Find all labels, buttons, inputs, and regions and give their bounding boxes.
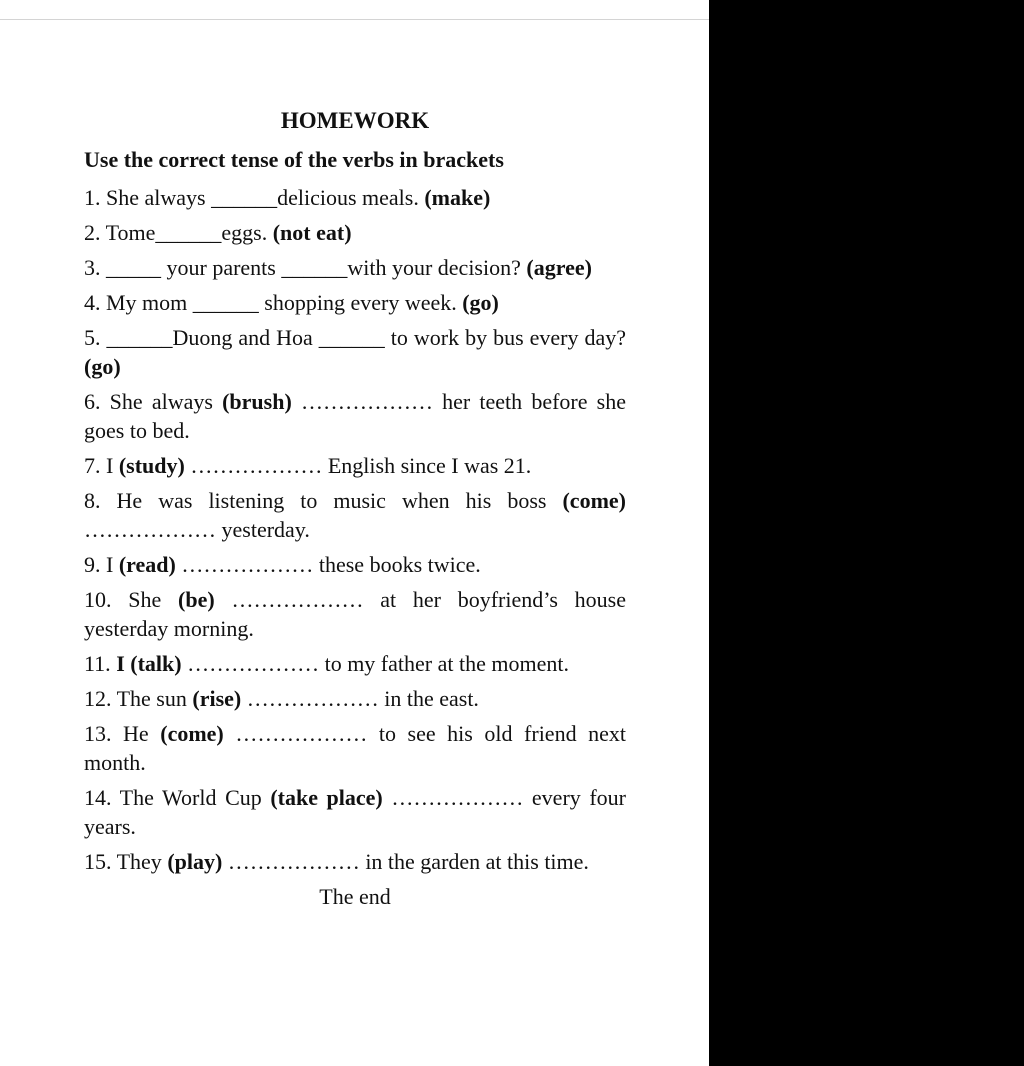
question-text: 10. She	[84, 587, 179, 612]
question-item	[84, 684, 626, 713]
question-text: ……………… every four years.	[84, 785, 626, 839]
question-item	[84, 550, 626, 579]
verb-hint: (come)	[562, 488, 626, 513]
verb-hint: (read)	[118, 552, 176, 577]
question-item	[84, 218, 626, 247]
question-text: 12. The sun	[84, 686, 193, 711]
question-item	[84, 585, 626, 643]
question-text: ……………… at her boyfriend’s house yesterday morning.	[84, 587, 627, 641]
question-item	[84, 486, 626, 544]
question-text: 4. My mom ______ shopping every week.	[84, 290, 463, 315]
verb-hint: (brush)	[222, 389, 292, 414]
verb-hint: (go)	[84, 354, 121, 379]
question-text: ……………… to my father at the moment.	[181, 651, 569, 676]
homework-content	[84, 108, 626, 911]
question-item	[84, 387, 626, 445]
question-text: 8. He was listening to music when his boss	[84, 488, 563, 513]
verb-hint: (go)	[462, 290, 499, 315]
question-item	[84, 719, 626, 777]
question-text: 15. They	[84, 849, 168, 874]
verb-hint: (come)	[160, 721, 224, 746]
verb-hint: (study)	[118, 453, 185, 478]
instruction: Use the correct tense of the verbs in brackets	[84, 147, 504, 172]
verb-hint: (take place)	[270, 785, 383, 810]
question-text: 14. The World Cup	[84, 785, 271, 810]
question-text: 11.	[84, 651, 117, 676]
question-text: 6. She always	[84, 389, 223, 414]
question-text: 1. She always ______delicious meals.	[84, 185, 425, 210]
question-text: ……………… English since I was 21.	[184, 453, 532, 478]
question-text: ……………… in the garden at this time.	[222, 849, 589, 874]
question-text: ……………… these books twice.	[175, 552, 481, 577]
question-item	[84, 451, 626, 480]
ending-text: The end	[319, 884, 391, 909]
question-item	[84, 253, 626, 282]
verb-hint: (make)	[424, 185, 491, 210]
question-text: 13. He	[84, 721, 161, 746]
verb-hint: (play)	[167, 849, 223, 874]
verb-hint: (be)	[178, 587, 215, 612]
page-top-divider	[0, 19, 709, 20]
question-text: ……………… in the east.	[241, 686, 479, 711]
verb-hint: (rise)	[192, 686, 242, 711]
question-list	[84, 183, 626, 876]
question-text: 7. I	[84, 453, 119, 478]
question-item	[84, 649, 626, 678]
question-item	[84, 183, 626, 212]
verb-hint: (not eat)	[272, 220, 352, 245]
question-item	[84, 288, 626, 317]
question-text: ……………… to see his old friend next month.	[84, 721, 626, 775]
question-text: 3. _____ your parents ______with your decision?	[84, 255, 527, 280]
question-item	[84, 323, 626, 381]
question-text: 2. Tome______eggs.	[84, 220, 273, 245]
verb-hint: (agree)	[526, 255, 592, 280]
question-text: 9. I	[84, 552, 119, 577]
question-item	[84, 847, 626, 876]
verb-hint: I (talk)	[116, 651, 182, 676]
question-item	[84, 783, 626, 841]
question-text: 5. ______Duong and Hoa ______ to work by bus every day?	[84, 325, 626, 350]
page-title: HOMEWORK	[280, 108, 430, 133]
question-text: ……………… yesterday.	[84, 517, 310, 542]
question-text: ……………… her teeth before she goes to bed.	[84, 389, 626, 443]
